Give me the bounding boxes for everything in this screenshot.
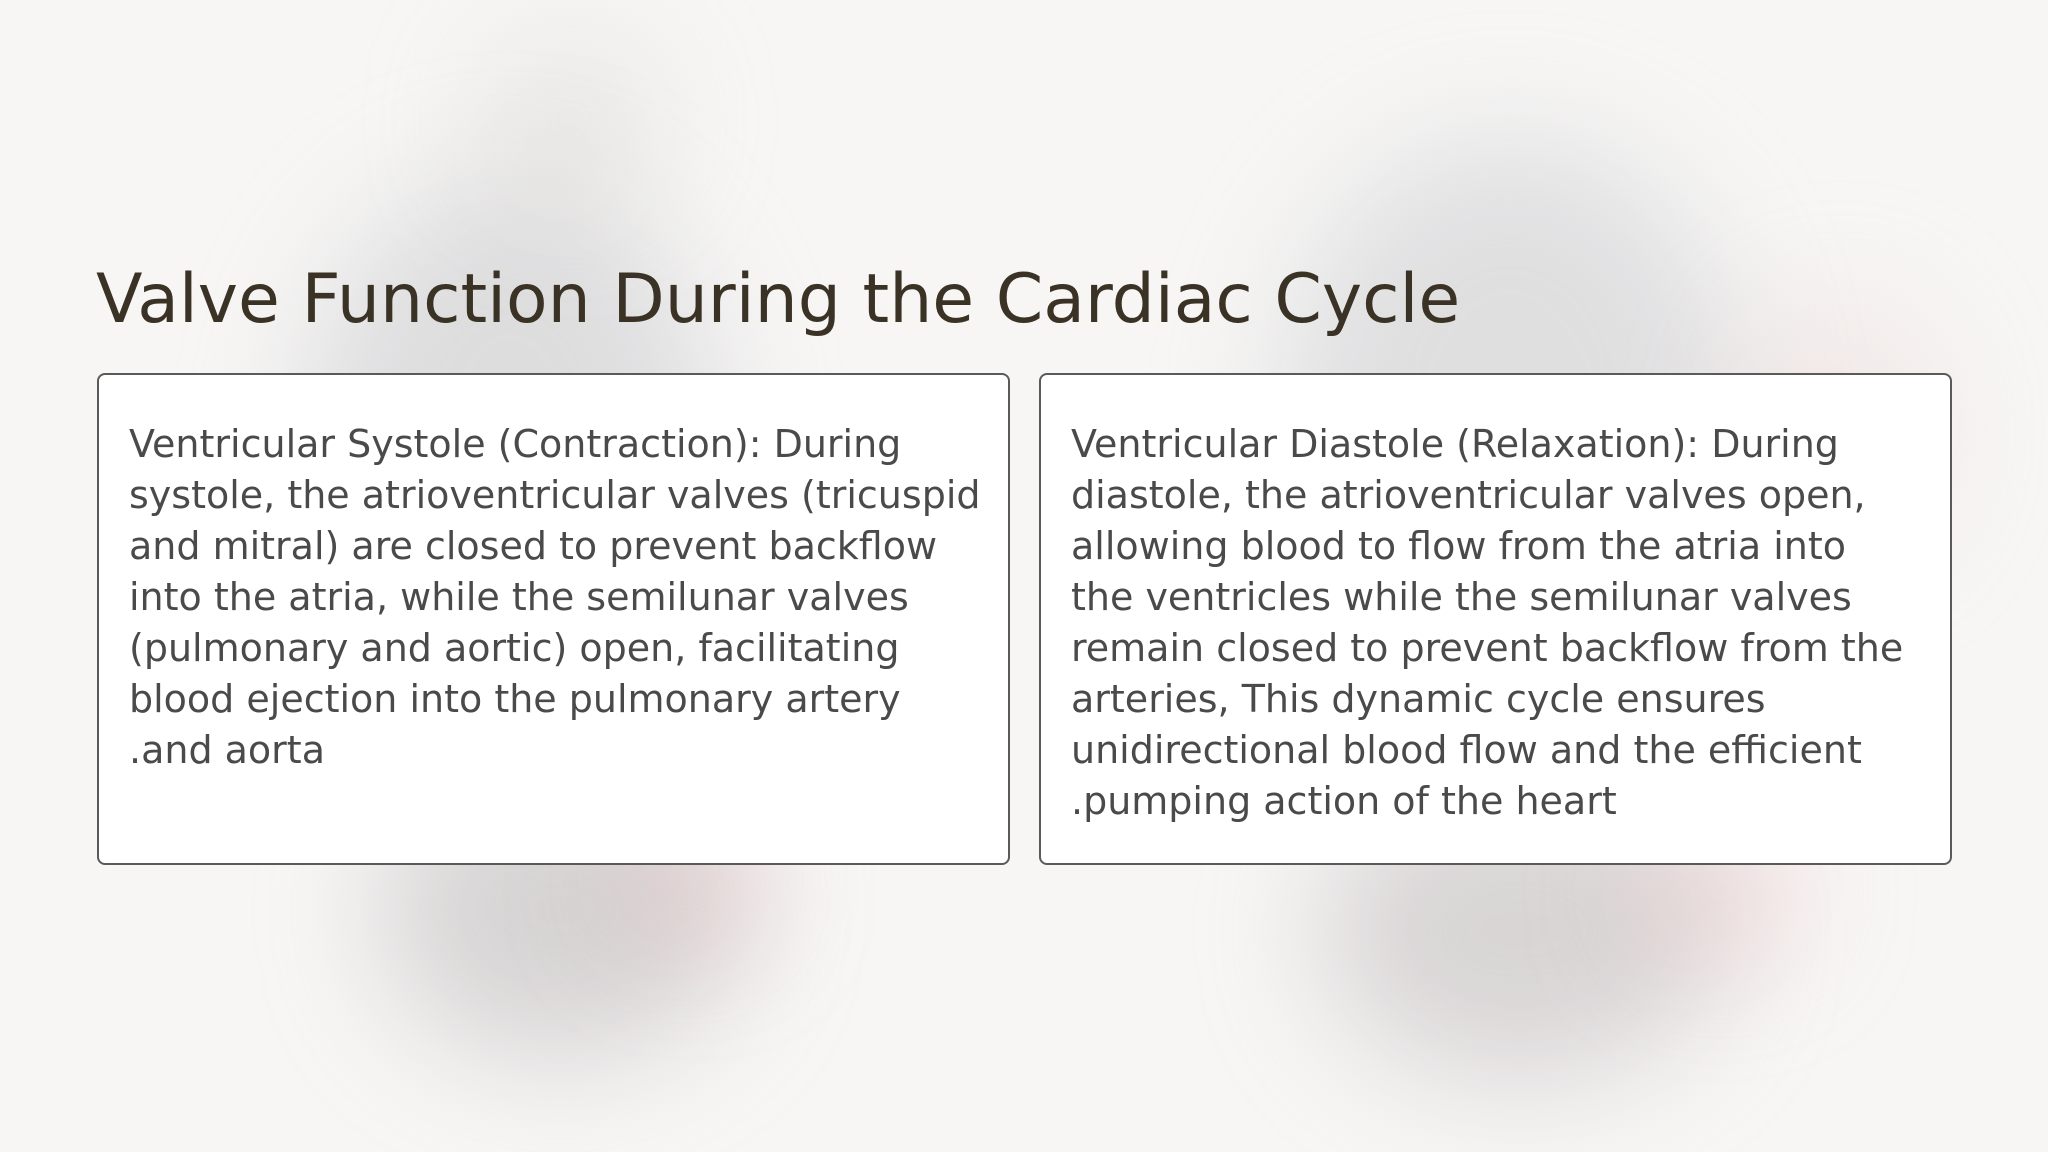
background-blur-shape (480, 40, 660, 200)
text-line: .and aorta (129, 728, 325, 772)
text-line: Ventricular Systole (Contraction): During (129, 422, 902, 466)
text-line: .pumping action of the heart (1071, 779, 1617, 823)
text-line: and mitral) are closed to prevent backflow (129, 524, 938, 568)
systole-card-text (129, 419, 988, 776)
diastole-card-text (1071, 419, 1930, 827)
text-line: remain closed to prevent backflow from the (1071, 626, 1904, 670)
text-line: Ventricular Diastole (Relaxation): During (1071, 422, 1839, 466)
slide-title: Valve Function During the Cardiac Cycle (96, 260, 1461, 339)
text-line: into the atria, while the semilunar valves (129, 575, 909, 619)
diastole-card (1039, 373, 1952, 865)
text-line: arteries, This dynamic cycle ensures (1071, 677, 1766, 721)
text-line: (pulmonary and aortic) open, facilitating (129, 626, 900, 670)
text-line: diastole, the atrioventricular valves open, (1071, 473, 1866, 517)
text-line: unidirectional blood flow and the efficient (1071, 728, 1862, 772)
text-line: blood ejection into the pulmonary artery (129, 677, 901, 721)
systole-card (97, 373, 1010, 865)
text-line: systole, the atrioventricular valves (tricuspid (129, 473, 981, 517)
text-line: the ventricles while the semilunar valves (1071, 575, 1852, 619)
text-line: allowing blood to flow from the atria into (1071, 524, 1846, 568)
